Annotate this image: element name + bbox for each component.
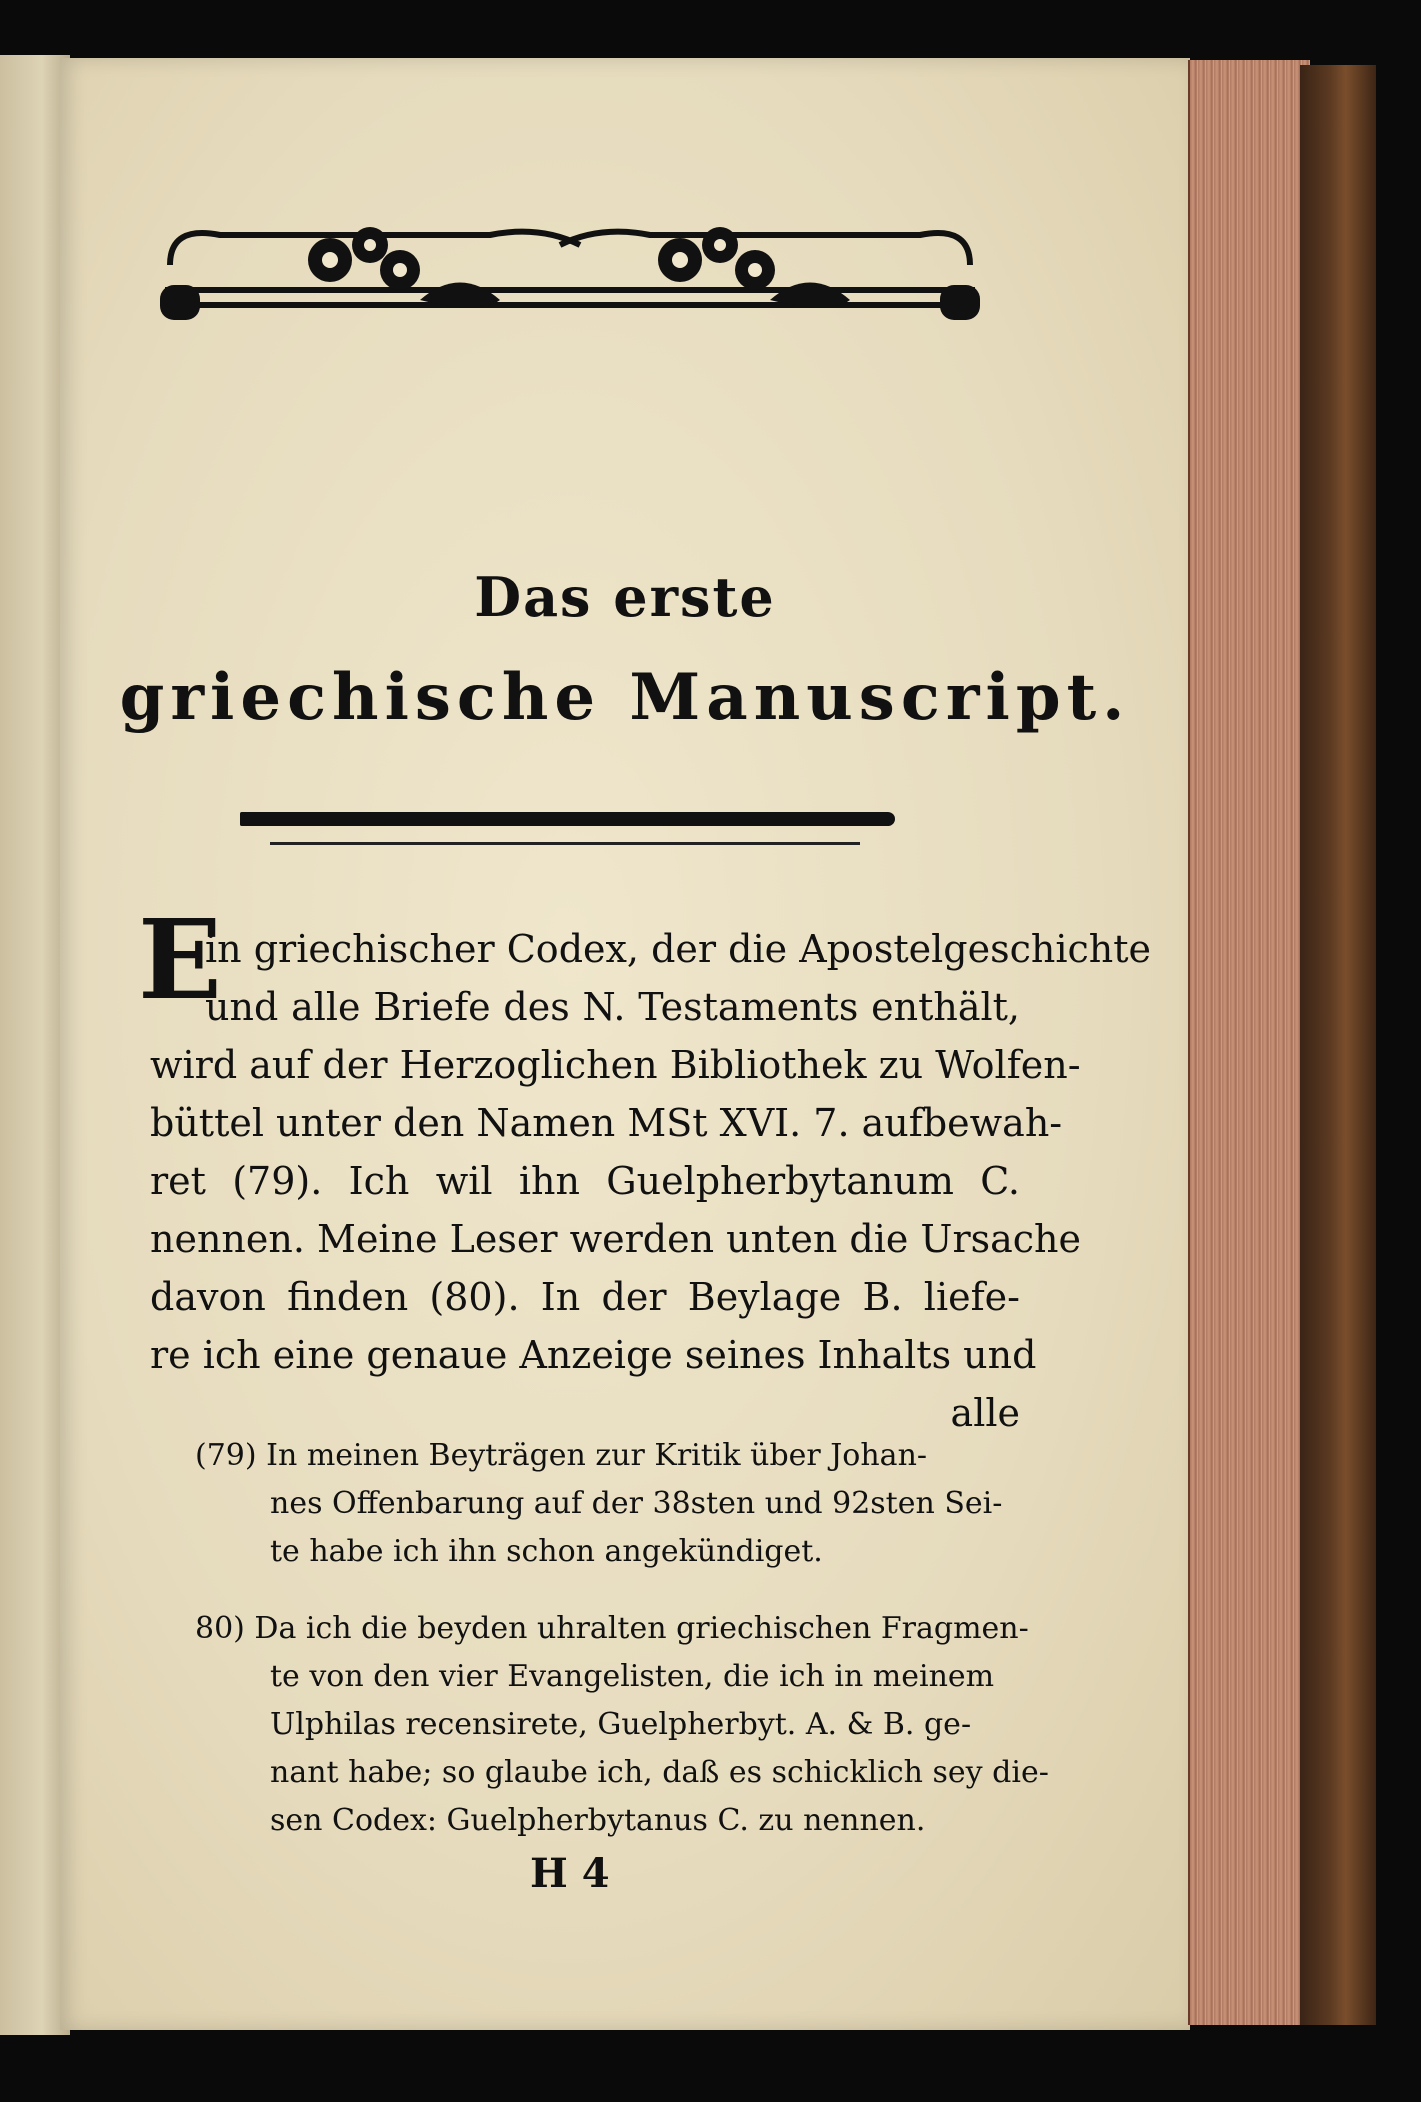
book-cover bbox=[1300, 65, 1376, 2025]
page-edges bbox=[1188, 60, 1310, 2025]
footnote-79 bbox=[195, 1432, 1015, 1576]
body-line: re ich eine genaue Anzeige seines Inhalts und bbox=[150, 1333, 1037, 1377]
footnote-line: (79) In meinen Beyträgen zur Kritik über Johan- bbox=[195, 1438, 928, 1473]
footnote-line: 80) Da ich die beyden uhralten griechischen Fragmen- bbox=[195, 1611, 1029, 1646]
body-line: davon finden (80). In der Beylage B. liefe- bbox=[150, 1275, 1020, 1319]
signature-mark: H 4 bbox=[530, 1850, 610, 1897]
thin-rule bbox=[270, 842, 860, 845]
drop-cap: E bbox=[138, 895, 222, 1024]
body-line: und alle Briefe des N. Testaments enthält, bbox=[205, 985, 1020, 1029]
footnote-line: Ulphilas recensirete, Guelpherbyt. A. & B. ge- bbox=[270, 1707, 972, 1742]
catchword: alle bbox=[950, 1391, 1020, 1435]
footnote-line: nes Offenbarung auf der 38sten und 92sten Sei- bbox=[270, 1486, 1003, 1521]
body-line: in griechischer Codex, der die Apostelgeschichte bbox=[205, 927, 1151, 971]
title-line-2: griechische Manuscript. bbox=[119, 660, 1131, 735]
footnote-line: te von den vier Evangelisten, die ich in meinem bbox=[270, 1659, 995, 1694]
title-line-1: Das erste bbox=[474, 565, 776, 629]
thick-rule bbox=[240, 812, 895, 826]
footnote-line: sen Codex: Guelpherbytanus C. zu nennen. bbox=[270, 1803, 926, 1838]
footnote-line: nant habe; so glaube ich, daß es schicklich sey die- bbox=[270, 1755, 1049, 1790]
body-line: ret (79). Ich wil ihn Guelpherbytanum C. bbox=[150, 1159, 1020, 1203]
footnote-line: te habe ich ihn schon angekündiget. bbox=[270, 1534, 823, 1569]
body-line: nennen. Meine Leser werden unten die Ursache bbox=[150, 1217, 1082, 1261]
footnote-80 bbox=[195, 1605, 1049, 1845]
ornament-headpiece bbox=[160, 205, 980, 335]
body-line: büttel unter den Namen MSt XVI. 7. aufbewah- bbox=[150, 1101, 1063, 1145]
body-paragraph bbox=[150, 920, 1151, 1442]
body-line: wird auf der Herzoglichen Bibliothek zu Wolfen- bbox=[150, 1043, 1081, 1087]
